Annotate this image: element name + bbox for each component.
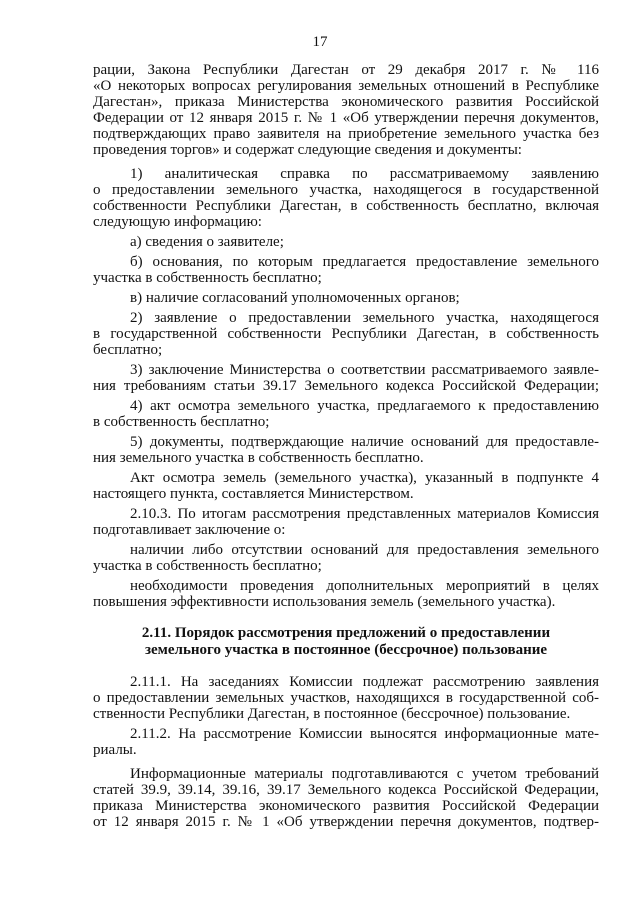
text-line: собственности Республики Дагестан, в собственность бесплатно, включая — [93, 198, 599, 214]
text-line: 1) аналитическая справка по рассматриваемому заявлению — [130, 166, 599, 182]
text-line: статей 39.9, 39.14, 39.16, 39.17 Земельного кодекса Российской Федерации, — [93, 782, 599, 798]
text-line: подготавливает заключение о: — [93, 522, 286, 538]
text-line: о предоставлении земельного участка, находящегося в государственной — [93, 182, 599, 198]
text-line: 4) акт осмотра земельного участка, предлагаемого к предоставлению — [130, 398, 599, 414]
text-line: в государственной собственности Республики Дагестан, в собственность — [93, 326, 599, 342]
text-line: подтверждающих право заявителя на приобретение земельного участка без — [93, 126, 599, 142]
text-line: Дагестан», приказа Министерства экономического развития Российской — [93, 94, 599, 110]
text-line: ственности Республики Дагестан, в постоянное (бессрочное) пользование. — [93, 706, 571, 722]
text-line: ния земельного участка в собственность бесплатно. — [93, 450, 424, 466]
text-line: 2.10.3. По итогам рассмотрения представленных материалов Комиссия — [130, 506, 599, 522]
text-line: Информационные материалы подготавливаются с учетом требований — [130, 766, 599, 782]
text-line: а) сведения о заявителе; — [130, 234, 284, 250]
page-number: 17 — [312, 34, 328, 50]
text-line: Федерации от 12 января 2015 г. № 1 «Об утверждении перечня документов, — [93, 110, 599, 126]
text-line: б) основания, по которым предлагается предоставление земельного — [130, 254, 599, 270]
text-line: бесплатно; — [93, 342, 163, 358]
text-line: повышения эффективности использования земель (земельного участка). — [93, 594, 556, 610]
section-heading: земельного участка в постоянное (бессрочное) пользование — [144, 642, 548, 658]
text-line: проведения торгов» и содержат следующие сведения и документы: — [93, 142, 522, 158]
text-line: в) наличие согласований уполномоченных органов; — [130, 290, 460, 306]
text-line: 3) заключение Министерства о соответствии рассматриваемого заявле- — [130, 362, 599, 378]
text-line: 2.11.2. На рассмотрение Комиссии выносятся информационные мате- — [130, 726, 599, 742]
text-line: 2) заявление о предоставлении земельного участка, находящегося — [130, 310, 599, 326]
text-line: приказа Министерства экономического развития Российской Федерации — [93, 798, 599, 814]
text-line: необходимости проведения дополнительных мероприятий в целях — [130, 578, 599, 594]
text-line: о предоставлении земельных участков, находящихся в государственной соб- — [93, 690, 599, 706]
text-line: настоящего пункта, составляется Министерством. — [93, 486, 414, 502]
text-line: рации, Закона Республики Дагестан от 29 декабря 2017 г. № 116 — [93, 62, 599, 78]
text-line: следующую информацию: — [93, 214, 262, 230]
text-line: в собственность бесплатно; — [93, 414, 270, 430]
text-line: 2.11.1. На заседаниях Комиссии подлежат рассмотрению заявления — [130, 674, 599, 690]
text-line: 5) документы, подтверждающие наличие оснований для предоставле- — [130, 434, 599, 450]
text-line: Акт осмотра земель (земельного участка), указанный в подпункте 4 — [130, 470, 599, 486]
text-line: участка в собственность бесплатно; — [93, 558, 322, 574]
text-line: наличии либо отсутствии оснований для предоставления земельного — [130, 542, 599, 558]
text-line: риалы. — [93, 742, 137, 758]
text-line: от 12 января 2015 г. № 1 «Об утверждении перечня документов, подтвер- — [93, 814, 599, 830]
text-line: участка в собственность бесплатно; — [93, 270, 322, 286]
section-heading: 2.11. Порядок рассмотрения предложений о предоставлении — [141, 625, 551, 641]
text-line: ния требованиям статьи 39.17 Земельного кодекса Российской Федерации; — [93, 378, 599, 394]
text-line: «О некоторых вопросах регулирования земельных отношений в Республике — [93, 78, 599, 94]
